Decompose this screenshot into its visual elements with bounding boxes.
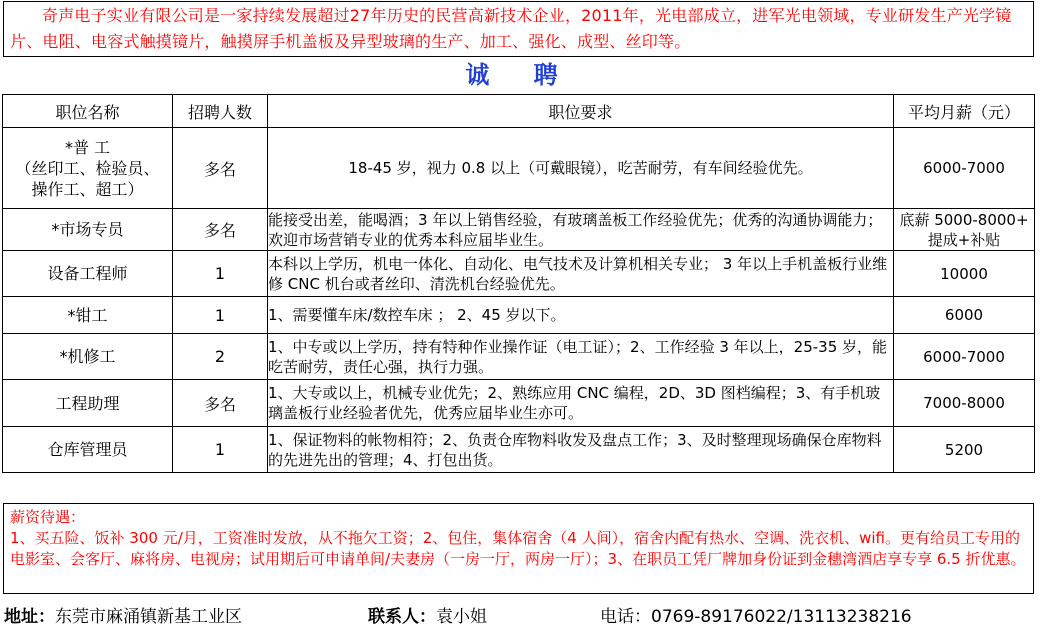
requirement-cell: 1、需要懂车床/数控车床 ； 2、45 岁以下。 (268, 297, 894, 334)
contact-value: 袁小姐 (436, 607, 487, 627)
table-row (3, 209, 1035, 251)
table-row (3, 380, 1035, 427)
salary-cell: 10000 (894, 251, 1035, 297)
requirement-cell: 1、大专或以上，机械专业优先；2、熟练应用 CNC 编程，2D、3D 图档编程；3、有手机玻璃盖板行业经验者优先，优秀应届毕业生亦可。 (268, 380, 894, 427)
count-cell: 多名 (173, 380, 268, 427)
benefits-box (3, 503, 1034, 594)
count-cell: 多名 (173, 128, 268, 209)
position-cell: 工程助理 (3, 380, 173, 427)
requirement-cell: 18-45 岁，视力 0.8 以上（可戴眼镜），吃苦耐劳，有车间经验优先。 (268, 128, 894, 209)
job-table (2, 94, 1035, 473)
position-cell: *钳工 (3, 297, 173, 334)
position-cell: 仓库管理员 (3, 427, 173, 473)
count-cell: 1 (173, 427, 268, 473)
benefits-text: 1、买五险、饭补 300 元/月，工资准时发放，从不拖欠工资；2、包住，集体宿舍（4 人间），宿舍内配有热水、空调、洗衣机、wifi。更有给员工专用的电影室、会客厅、麻将房、电视房；试用期后可申请单间/夫妻房（一房一厅，两房一厅）；3、在职员工凭厂牌加身份证到金穗湾酒店享专享 6.5 折优惠。 (10, 529, 1026, 568)
count-cell: 2 (173, 334, 268, 380)
header-requirement: 职位要求 (268, 95, 894, 128)
requirement-cell: 1、中专或以上学历，持有特种作业操作证（电工证）；2、工作经验 3 年以上，25-35 岁，能吃苦耐劳，责任心强，执行力强。 (268, 334, 894, 380)
contact-block (368, 604, 487, 630)
header-position: 职位名称 (3, 95, 173, 128)
address-label: 地址： (4, 607, 55, 627)
company-intro: 奇声电子实业有限公司是一家持续发展超过27年历史的民营高新技术企业，2011年，光电部成立，进军光电领域，专业研发生产光学镜片、电阻、电容式触摸镜片，触摸屏手机盖板及异型玻璃的生产、加工、强化、成型、丝印等。 (3, 1, 1034, 57)
requirement-cell: 1、保证物料的帐物相符；2、负责仓库物料收发及盘点工作；3、及时整理现场确保仓库物料的先进先出的管理；4、打包出货。 (268, 427, 894, 473)
salary-cell: 5200 (894, 427, 1035, 473)
position-cell: *机修工 (3, 334, 173, 380)
salary-cell: 7000-8000 (894, 380, 1035, 427)
contact-label: 联系人： (368, 607, 436, 627)
address-block (4, 604, 242, 630)
phone-value: 0769-89176022/13113238216 (651, 607, 912, 627)
table-row (3, 297, 1035, 334)
salary-cell: 6000 (894, 297, 1035, 334)
salary-cell: 底薪 5000-8000+ 提成+补贴 (894, 209, 1035, 251)
header-count: 招聘人数 (173, 95, 268, 128)
table-header-row (3, 95, 1035, 128)
count-cell: 1 (173, 251, 268, 297)
requirement-cell: 能接受出差，能喝酒；3 年以上销售经验，有玻璃盖板工作经验优先；优秀的沟通协调能力；欢迎市场营销专业的优秀本科应届毕业生。 (268, 209, 894, 251)
table-row (3, 334, 1035, 380)
benefits-heading: 薪资待遇： (10, 508, 86, 526)
address-value: 东莞市麻涌镇新基工业区 (55, 607, 242, 627)
salary-cell: 6000-7000 (894, 334, 1035, 380)
contact-footer (4, 604, 1034, 630)
position-cell: 设备工程师 (3, 251, 173, 297)
table-row (3, 128, 1035, 209)
phone-label: 电话： (600, 607, 651, 627)
position-cell: *普 工 （丝印工、检验员、 操作工、超工） (3, 128, 173, 209)
phone-block (600, 604, 912, 630)
position-cell: *市场专员 (3, 209, 173, 251)
header-salary: 平均月薪（元） (894, 95, 1035, 128)
salary-cell: 6000-7000 (894, 128, 1035, 209)
table-row (3, 251, 1035, 297)
page-title: 诚 聘 (465, 61, 576, 89)
requirement-cell: 本科以上学历，机电一体化、自动化、电气技术及计算机相关专业； 3 年以上手机盖板行业维修 CNC 机台或者丝印、清洗机台经验优先。 (268, 251, 894, 297)
table-row (3, 427, 1035, 473)
count-cell: 1 (173, 297, 268, 334)
count-cell: 多名 (173, 209, 268, 251)
